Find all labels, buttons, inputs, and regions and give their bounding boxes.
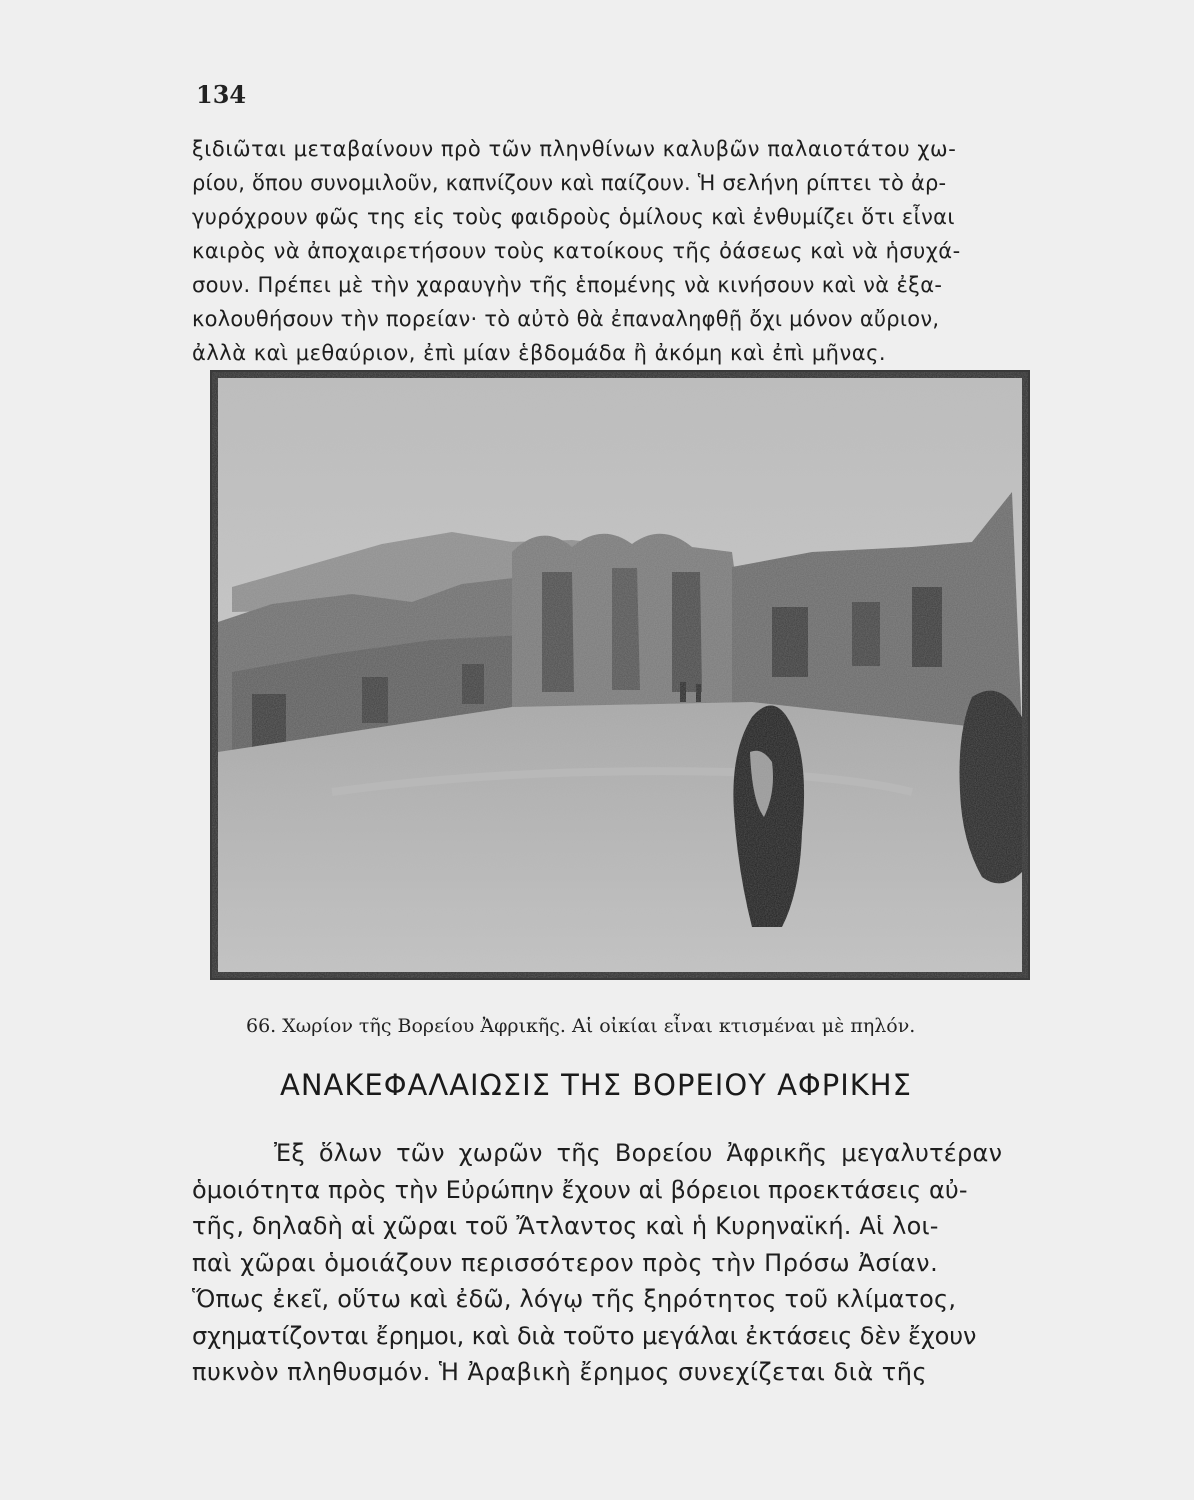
text-line: Ἐξ ὅλων τῶν χωρῶν τῆς Βορείου Ἀφρικῆς μεγαλυτέραν: [274, 1139, 1003, 1167]
text-line: καιρὸς νὰ ἀποχαιρετήσουν τοὺς κατοίκους τῆς ὀάσεως καὶ νὰ ἡσυχά-: [192, 239, 961, 263]
figure-caption: 66. Χωρίον τῆς Βορείου Ἀφρικῆς. Αἱ οἰκίαι εἶναι κτισμέναι μὲ πηλόν.: [246, 1015, 916, 1037]
text-line: ὁμοιότητα πρὸς τὴν Εὐρώπην ἔχουν αἱ βόρειοι προεκτάσεις αὐ-: [192, 1175, 968, 1204]
text-line: σχηματίζονται ἔρημοι, καὶ διὰ τοῦτο μεγάλαι ἐκτάσεις δὲν ἔχουν: [192, 1321, 977, 1350]
text-line: πυκνὸν πληθυσμόν. Ἡ Ἀραβικὴ ἔρημος συνεχίζεται διὰ τῆς: [192, 1358, 928, 1386]
section-heading: ΑΝΑΚΕΦΑΛΑΙΩΣΙΣ ΤΗΣ ΒΟΡΕΙΟΥ ΑΦΡΙΚΗΣ: [280, 1068, 912, 1102]
text-line: ἀλλὰ καὶ μεθαύριον, ἐπὶ μίαν ἑβδομάδα ἢ ἀκόμη καὶ ἐπὶ μῆνας.: [192, 341, 887, 365]
paragraph-1: [192, 132, 1032, 370]
page-number: 134: [196, 80, 247, 109]
text-line: κολουθήσουν τὴν πορείαν· τὸ αὐτὸ θὰ ἐπαναληφθῇ ὄχι μόνον αὔριον,: [192, 307, 940, 331]
village-photograph: [212, 372, 1028, 978]
text-line: γυρόχρουν φῶς της εἰς τοὺς φαιδροὺς ὁμίλους καὶ ἐνθυμίζει ὅτι εἶναι: [192, 205, 955, 229]
text-line: ξιδιῶται μεταβαίνουν πρὸ τῶν πληνθίνων καλυβῶν παλαιοτάτου χω-: [192, 137, 957, 161]
paragraph-2: [192, 1135, 1032, 1391]
text-line: ρίου, ὅπου συνομιλοῦν, καπνίζουν καὶ παίζουν. Ἡ σελήνη ρίπτει τὸ ἀρ-: [192, 171, 947, 195]
text-line: Ὅπως ἐκεῖ, οὕτω καὶ ἐδῶ, λόγῳ τῆς ξηρότητος τοῦ κλίματος,: [192, 1285, 957, 1313]
text-line: σουν. Πρέπει μὲ τὴν χαραυγὴν τῆς ἑπομένης νὰ κινήσουν καὶ νὰ ἐξα-: [192, 273, 943, 297]
text-line: τῆς, δηλαδὴ αἱ χῶραι τοῦ Ἄτλαντος καὶ ἡ Κυρηναϊκή. Αἱ λοι-: [192, 1212, 939, 1240]
text-line: παὶ χῶραι ὁμοιάζουν περισσότερον πρὸς τὴν Πρόσω Ἀσίαν.: [192, 1248, 939, 1277]
